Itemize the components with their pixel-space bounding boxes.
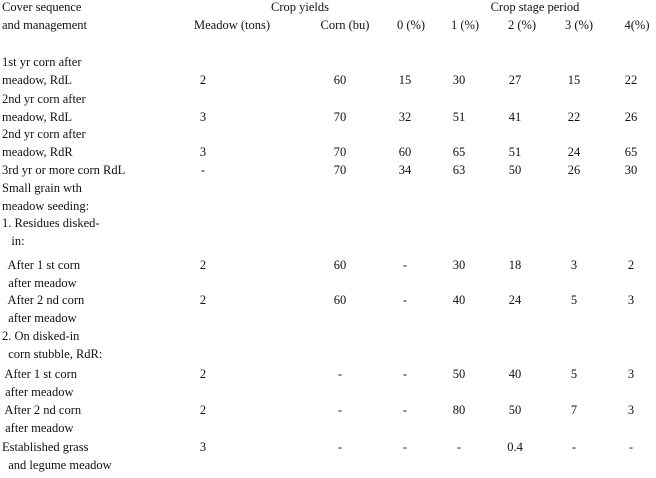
cell-s2: 50 [508, 163, 522, 177]
row-label: meadow, RdL [2, 109, 73, 124]
header-stage-0: 0 (%) [396, 18, 426, 32]
cell-s1: 51 [452, 109, 466, 124]
header-stage-2: 2 (%) [507, 18, 537, 32]
cell-s4: 3 [627, 293, 635, 307]
cell-s1: 50 [452, 367, 466, 381]
row-label: Small grain wth [2, 181, 82, 195]
cell-corn: 70 [333, 144, 347, 159]
cell-meadow: 2 [199, 403, 207, 417]
cell-s2: 24 [508, 293, 522, 307]
cell-s4: - [628, 440, 634, 454]
row-label: meadow, RdL [2, 72, 73, 87]
cell-corn: 70 [333, 163, 347, 177]
cell-s0: 32 [398, 109, 412, 124]
header-crop-yields: Crop yields [271, 0, 329, 14]
cell-s0: 60 [398, 144, 412, 159]
cell-corn: - [337, 403, 343, 417]
header-cover-line1: Cover sequence [2, 0, 82, 14]
cell-s1: 63 [452, 163, 466, 177]
cell-corn: - [337, 367, 343, 381]
cell-s2: 40 [508, 367, 522, 381]
cell-s0: 34 [398, 163, 412, 177]
row-label: After 2 nd corn [2, 403, 82, 417]
cell-meadow: - [200, 163, 206, 177]
cell-s4: 2 [627, 258, 635, 272]
row-label: After 1 st corn [2, 367, 77, 381]
cell-s4: 65 [624, 144, 638, 159]
row-label: and legume meadow [2, 457, 112, 472]
cell-s0: - [402, 367, 408, 381]
header-stage-1: 1 (%) [450, 18, 480, 32]
cell-meadow: 3 [199, 440, 207, 454]
header-stage-4: 4(%) [624, 18, 650, 32]
cell-meadow: 2 [199, 258, 207, 272]
row-label: 2nd yr corn after [2, 92, 86, 106]
cell-s2: 51 [508, 144, 522, 159]
row-label: 1st yr corn after [2, 55, 82, 69]
cell-s0: - [402, 403, 408, 417]
row-label: 1. Residues disked- [2, 216, 100, 230]
cell-s1: 30 [452, 258, 466, 272]
row-label: corn stubble, RdR: [2, 346, 103, 361]
cell-s4: 30 [624, 163, 638, 177]
cell-s2: 27 [508, 72, 522, 87]
row-label: 2. On disked-in [2, 329, 80, 343]
row-label: in: [2, 233, 25, 248]
cell-s1: 65 [452, 144, 466, 159]
cell-s0: - [402, 293, 408, 307]
cell-meadow: 2 [199, 367, 207, 381]
cell-meadow: 3 [199, 144, 207, 159]
header-corn: Corn (bu) [320, 18, 370, 32]
cell-meadow: 2 [199, 293, 207, 307]
row-label: after meadow [2, 384, 74, 399]
cell-corn: 60 [333, 258, 347, 272]
row-label: after meadow [2, 310, 77, 325]
cell-s1: 40 [452, 293, 466, 307]
cell-meadow: 2 [199, 72, 207, 87]
row-label: meadow, RdR [2, 144, 73, 159]
cell-s0: - [402, 258, 408, 272]
cell-s1: - [456, 440, 462, 454]
cell-s2: 18 [508, 258, 522, 272]
cell-s3: 26 [567, 163, 581, 177]
cell-s2: 50 [508, 403, 522, 417]
cell-s0: 15 [398, 72, 412, 87]
cell-s3: 3 [570, 258, 578, 272]
row-label: after meadow [2, 420, 74, 435]
cell-s3: 5 [570, 367, 578, 381]
row-label: after meadow [2, 275, 77, 290]
cell-s2: 41 [508, 109, 522, 124]
header-crop-stage-period: Crop stage period [490, 0, 580, 14]
cell-corn: 60 [333, 293, 347, 307]
cell-s3: 5 [570, 293, 578, 307]
cell-meadow: 3 [199, 109, 207, 124]
cell-s3: 24 [567, 144, 581, 159]
cell-s0: - [402, 440, 408, 454]
row-label: After 1 st corn [2, 258, 81, 272]
cell-s1: 30 [452, 72, 466, 87]
cell-s4: 26 [624, 109, 638, 124]
cell-s2: 0.4 [507, 440, 523, 454]
cell-s3: 15 [567, 72, 581, 87]
row-label: After 2 nd corn [2, 293, 85, 307]
cell-s1: 80 [452, 403, 466, 417]
header-meadow: Meadow (tons) [193, 18, 271, 32]
row-label: 2nd yr corn after [2, 127, 86, 141]
cell-corn: - [337, 440, 343, 454]
header-cover-line2: and management [2, 18, 88, 32]
cell-s3: - [571, 440, 577, 454]
cell-corn: 60 [333, 72, 347, 87]
cell-s4: 22 [624, 72, 638, 87]
cell-s4: 3 [627, 367, 635, 381]
row-label: meadow seeding: [2, 198, 90, 213]
row-label: 3rd yr or more corn RdL [2, 163, 126, 177]
cell-s3: 7 [570, 403, 578, 417]
row-label: Established grass [2, 440, 89, 454]
cell-s3: 22 [567, 109, 581, 124]
cell-corn: 70 [333, 109, 347, 124]
cell-s4: 3 [627, 403, 635, 417]
header-stage-3: 3 (%) [564, 18, 594, 32]
